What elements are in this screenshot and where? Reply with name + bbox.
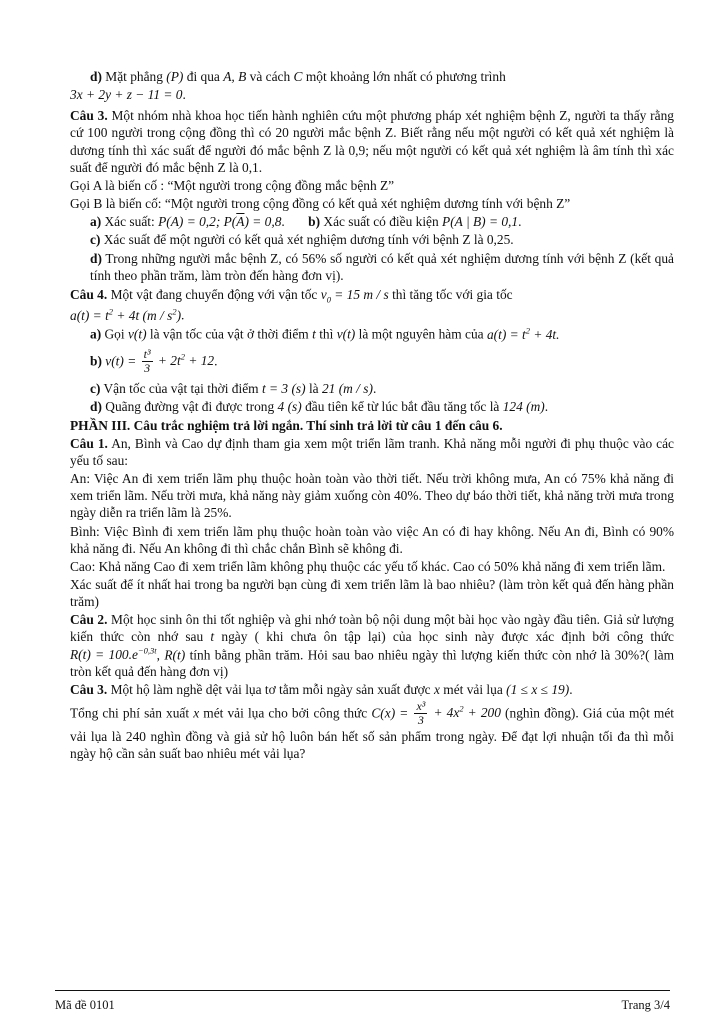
question-3-option-c: [70, 231, 674, 248]
math-part: ): [176, 307, 182, 323]
math: x: [193, 704, 200, 720]
binh-condition: Bình: Việc Bình đi xem triển lãm phụ thuộc hoàn toàn vào việc An có đi hay không. Nếu An đi, Bình có 90% khả năng đi. Nếu An không đi thì chắc chắn Bình sẽ không đi.: [70, 523, 674, 556]
math: [70, 308, 181, 323]
text: (nghìn đồng). Giá của một mét vải lụa là 240 nghìn đồng và giả sử hộ luôn bán hết số sản phẩm trong ngày. Để đạt lợi nhuận tối đa thì mỗi ngày hộ cần sản suất bao nhiêu mét vải lụa?: [70, 704, 674, 762]
text: Xác suất:: [104, 214, 155, 230]
math: (1 ≤ x ≤ 19): [506, 682, 570, 698]
math: 3x + 2y + z − 11 = 0: [70, 87, 183, 103]
option-label: c): [90, 381, 101, 397]
question-label: Câu 3.: [70, 108, 108, 124]
option-label: b): [308, 214, 321, 230]
question-label: Câu 1.: [70, 435, 108, 451]
text: Quãng đường vật đi được trong: [105, 399, 275, 415]
math-part: P(A) = 0,2; P(: [158, 214, 237, 230]
question-4-intro: [70, 286, 674, 306]
text: Trong những người mắc bệnh Z, có 56% số người có kết quả xét nghiệm dương tính với bệnh Z (kết quả tính theo phần trăm, làm tròn đến hàng đơn vị).: [90, 250, 674, 283]
math: [434, 705, 501, 720]
text: .: [281, 214, 285, 230]
text: Một hộ làm nghề dệt vải lụa tơ tằm mỗi ngày sản xuất được: [110, 682, 431, 698]
math-part: + 2t: [157, 353, 181, 369]
numerator: t³: [143, 346, 151, 361]
text: thì: [319, 326, 334, 342]
math-part: + 12: [184, 353, 215, 369]
option-label: c): [90, 232, 101, 248]
page-content: [70, 68, 674, 763]
text: mét vải lụa cho bởi công thức: [203, 704, 368, 720]
part3-question-1: [70, 435, 674, 469]
math: [158, 214, 281, 229]
question-4-option-b: [70, 348, 674, 377]
event-a: Gọi A là biến cố : “Một người trong cộng đồng mắc bệnh Z”: [70, 177, 395, 193]
an-condition: An: Việc An đi xem triển lãm phụ thuộc hoàn toàn vào thời tiết. Nếu trời không mưa, An có 75% khả năng đi xem triển lãm. Nếu trời mưa, khả năng này giảm xuống còn 40%. Theo dự báo thời tiết, khả năng trời mưa trong ngày diễn ra triển lãm là 25%.: [70, 471, 674, 521]
math: P(A | B) = 0,1: [442, 214, 519, 230]
math: v(t): [336, 326, 356, 342]
math: t = 3 (s): [261, 381, 306, 397]
math: C(x) =: [371, 704, 409, 720]
text: .: [569, 682, 573, 698]
text: Mặt phẳng: [105, 69, 163, 84]
text: một khoảng lớn nhất có phương trình: [305, 69, 506, 84]
math-part: 2: [459, 703, 464, 714]
text: .: [181, 307, 185, 323]
question-4-option-d: [70, 398, 548, 415]
text: .: [182, 87, 186, 103]
question-3-intro: [70, 107, 674, 176]
text: ,: [156, 647, 161, 663]
math: [158, 353, 214, 368]
math-part: −0,3t: [137, 645, 157, 656]
math-part: + 4x: [433, 704, 460, 720]
denominator: 3: [144, 361, 151, 376]
text: Một học sinh ôn thi tốt nghiệp và ghi nhớ toàn bộ nội dung một bài học vào ngày đầu tiên. Giả sử lượng kiến thức còn nhớ sau: [70, 612, 674, 645]
cao-condition: Cao: Khả năng Cao đi xem triển lãm không phụ thuộc các yếu tố khác. Cao có 50% khả năng đi xem triển lãm.: [70, 558, 666, 574]
text: đi qua: [186, 69, 220, 84]
question-label: Câu 4.: [70, 286, 108, 302]
text: Một vật đang chuyển động với vận tốc: [110, 286, 318, 302]
math-part: 2: [172, 306, 177, 317]
part3-question-3: [70, 681, 674, 698]
question-4-option-c: [70, 380, 376, 397]
math-part: a(t) = t: [486, 326, 526, 342]
text: Một nhóm nhà khoa học tiến hành nghiên cứu một phương pháp xét nghiệm bệnh Z, người ta thấy rằng cứ 100 người trong cộng đồng thì có 20 người mắc bệnh Z. Biết rằng nếu một người có kết quả xét nghiệm là dương tính thì xác suất để người đó mắc bệnh Z là 0,9; nếu một người có kết quả xét nghiệm là âm tính thì xác suất để người đó mắc bệnh Z là 0,1.: [70, 108, 674, 175]
option-label: d): [90, 250, 102, 266]
plane-equation: [70, 86, 674, 103]
option-label: d): [90, 399, 102, 415]
numerator: x³: [416, 698, 426, 713]
text: tính bằng phần trăm. Hỏi sau bao nhiêu ngày thì lượng kiến thức còn nhớ là 30%?( làm tròn kết quả đến hàng đơn vị): [70, 647, 674, 680]
math: (P): [166, 69, 184, 84]
math: C: [293, 69, 303, 84]
math-part: + 4t.: [530, 326, 560, 342]
math-part: 2: [180, 351, 185, 362]
math: 4 (s): [277, 399, 302, 415]
math: 21 (m / s): [321, 381, 373, 397]
question-2-option-d: [70, 68, 674, 85]
text: là một nguyên hàm của: [358, 326, 484, 342]
text: ngày ( khi chưa ôn tập lại) của học sinh này được xác định bởi công thức: [221, 629, 674, 645]
text: Xác suất để một người có kết quả xét nghiệm dương tính với bệnh Z là 0,25.: [103, 232, 514, 248]
text: Gọi: [104, 326, 125, 342]
math-part: + 200: [463, 704, 501, 720]
acceleration-formula: [70, 306, 184, 324]
text: .: [214, 353, 218, 369]
math: [320, 286, 389, 305]
math-part: = 15 m / s: [330, 286, 389, 302]
math-part: 0: [326, 294, 331, 305]
text: thì tăng tốc với gia tốc: [392, 286, 513, 302]
text: là vận tốc của vật ở thời điểm: [149, 326, 309, 342]
text: mét vải lụa: [443, 682, 503, 698]
question-3-option-d: [70, 250, 674, 284]
text: .: [372, 381, 377, 397]
math-part: 2: [108, 306, 114, 317]
part3-question-2: [70, 611, 674, 680]
math-part: a(t) = t: [70, 307, 109, 323]
text: .: [544, 399, 549, 415]
denominator: 3: [417, 713, 424, 728]
option-label: a): [90, 214, 102, 230]
fraction-x3-over-3: [414, 700, 427, 729]
math-part: R(t) = 100.e: [70, 647, 138, 663]
page-number: Trang 3/4: [621, 998, 670, 1012]
math: 124 (m): [502, 399, 545, 415]
question-3-cost: [70, 700, 674, 763]
math: A, B: [223, 69, 247, 84]
option-label: b): [90, 353, 102, 369]
math-part: v: [320, 286, 327, 302]
math: R(t): [164, 647, 186, 663]
text: Tổng chi phí sản xuất: [70, 704, 190, 720]
math-part: + 4t (m / s: [113, 307, 173, 323]
math: t: [210, 629, 215, 645]
exam-code: Mã đề 0101: [55, 998, 115, 1012]
math: x: [433, 682, 440, 698]
math: t: [312, 326, 316, 342]
math-part: 2: [525, 325, 530, 336]
question-label: Câu 3.: [70, 682, 108, 698]
text: An, Bình và Cao dự định tham gia xem một triển lãm tranh. Khả năng mỗi người đi phụ thuộc vào các yếu tố sau:: [70, 435, 674, 468]
text: .: [518, 214, 522, 230]
option-label: a): [90, 326, 102, 342]
math: [487, 327, 560, 342]
math: v(t): [127, 326, 147, 342]
question-3-option-a: [70, 213, 285, 230]
question-4-option-a: [70, 325, 560, 343]
math-part: $\overline{A}$: [236, 214, 245, 230]
text: và cách: [249, 69, 291, 84]
text: Vận tốc của vật tại thời điểm: [103, 381, 259, 397]
text: Xác suất có điều kiện: [323, 214, 439, 230]
question-3-option-b: [288, 213, 521, 230]
page-footer: [55, 990, 670, 1013]
option-label: d): [90, 69, 102, 84]
text: là: [308, 381, 319, 397]
question-label: Câu 2.: [70, 612, 108, 628]
fraction-t3-over-3: [142, 348, 153, 377]
section-heading: PHẦN III. Câu trắc nghiệm trả lời ngắn. Thí sinh trả lời từ câu 1 đến câu 6.: [70, 417, 503, 433]
math: [70, 647, 157, 662]
event-b: Gọi B là biến cố: “Một người trong cộng đồng có kết quả xét nghiệm dương tính với bệnh Z”: [70, 196, 571, 212]
math-part: ) = 0,8: [244, 214, 282, 230]
question-1-ask: Xác suất để ít nhất hai trong ba người bạn cùng đi xem triển lãm là bao nhiêu? (làm tròn kết quả đến hàng phần trăm): [70, 576, 674, 610]
math: v(t) =: [105, 353, 137, 369]
text: đầu tiên kể từ lúc bắt đầu tăng tốc là: [305, 399, 500, 415]
